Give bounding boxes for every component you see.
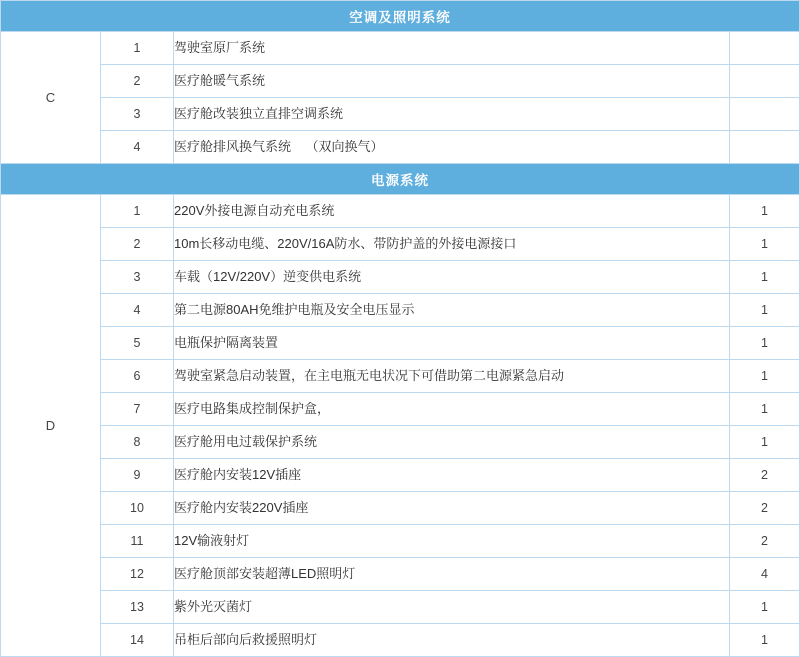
row-quantity: 1 xyxy=(730,294,800,327)
table-row xyxy=(1,261,800,294)
table-row xyxy=(1,131,800,164)
row-quantity: 1 xyxy=(730,393,800,426)
row-description: 医疗舱内安装220V插座 xyxy=(174,492,730,525)
row-number: 4 xyxy=(101,294,174,327)
row-number: 9 xyxy=(101,459,174,492)
row-quantity: 1 xyxy=(730,261,800,294)
row-quantity: 1 xyxy=(730,426,800,459)
row-number: 13 xyxy=(101,591,174,624)
row-quantity: 1 xyxy=(730,228,800,261)
row-quantity: 1 xyxy=(730,195,800,228)
row-description: 紫外光灭菌灯 xyxy=(174,591,730,624)
row-quantity: 1 xyxy=(730,591,800,624)
row-description: 医疗舱顶部安装超薄LED照明灯 xyxy=(174,558,730,591)
row-number: 10 xyxy=(101,492,174,525)
row-description: 10m长移动电缆、220V/16A防水、带防护盖的外接电源接口 xyxy=(174,228,730,261)
row-description: 车载（12V/220V）逆变供电系统 xyxy=(174,261,730,294)
row-quantity: 2 xyxy=(730,492,800,525)
row-number: 8 xyxy=(101,426,174,459)
row-quantity xyxy=(730,65,800,98)
group-label: C xyxy=(1,32,101,164)
table-row xyxy=(1,492,800,525)
row-quantity xyxy=(730,131,800,164)
table-row xyxy=(1,459,800,492)
row-quantity: 1 xyxy=(730,624,800,657)
table-row xyxy=(1,558,800,591)
table-row xyxy=(1,624,800,657)
row-description: 医疗舱内安装12V插座 xyxy=(174,459,730,492)
row-description: 吊柜后部向后救援照明灯 xyxy=(174,624,730,657)
table-row xyxy=(1,426,800,459)
section-header-row xyxy=(1,164,800,195)
row-number: 1 xyxy=(101,32,174,65)
table-row xyxy=(1,98,800,131)
section-title: 电源系统 xyxy=(1,164,800,195)
row-quantity: 1 xyxy=(730,327,800,360)
row-number: 1 xyxy=(101,195,174,228)
row-number: 4 xyxy=(101,131,174,164)
row-number: 2 xyxy=(101,65,174,98)
row-description: 220V外接电源自动充电系统 xyxy=(174,195,730,228)
row-description: 12V输液射灯 xyxy=(174,525,730,558)
row-quantity xyxy=(730,98,800,131)
row-number: 2 xyxy=(101,228,174,261)
table-row xyxy=(1,228,800,261)
row-number: 12 xyxy=(101,558,174,591)
row-quantity: 1 xyxy=(730,360,800,393)
row-description: 医疗舱改装独立直排空调系统 xyxy=(174,98,730,131)
row-number: 11 xyxy=(101,525,174,558)
row-description: 医疗电路集成控制保护盒， xyxy=(174,393,730,426)
row-description: 驾驶室紧急启动装置，在主电瓶无电状况下可借助第二电源紧急启动 xyxy=(174,360,730,393)
row-number: 14 xyxy=(101,624,174,657)
row-quantity: 2 xyxy=(730,525,800,558)
row-description: 第二电源80AH免维护电瓶及安全电压显示 xyxy=(174,294,730,327)
row-number: 5 xyxy=(101,327,174,360)
row-quantity: 4 xyxy=(730,558,800,591)
row-description: 医疗舱暖气系统 xyxy=(174,65,730,98)
table-row xyxy=(1,32,800,65)
table-row xyxy=(1,327,800,360)
row-description: 医疗舱排风换气系统 （双向换气） xyxy=(174,131,730,164)
row-quantity xyxy=(730,32,800,65)
table-row xyxy=(1,525,800,558)
row-description: 医疗舱用电过载保护系统 xyxy=(174,426,730,459)
group-label: D xyxy=(1,195,101,657)
table-body xyxy=(1,1,800,657)
row-quantity: 2 xyxy=(730,459,800,492)
section-title: 空调及照明系统 xyxy=(1,1,800,32)
table-row xyxy=(1,591,800,624)
row-number: 6 xyxy=(101,360,174,393)
row-number: 7 xyxy=(101,393,174,426)
section-header-row xyxy=(1,1,800,32)
row-description: 电瓶保护隔离装置 xyxy=(174,327,730,360)
table-row xyxy=(1,65,800,98)
table-row xyxy=(1,195,800,228)
table-row xyxy=(1,294,800,327)
row-number: 3 xyxy=(101,98,174,131)
row-description: 驾驶室原厂系统 xyxy=(174,32,730,65)
table-row xyxy=(1,360,800,393)
row-number: 3 xyxy=(101,261,174,294)
table-row xyxy=(1,393,800,426)
